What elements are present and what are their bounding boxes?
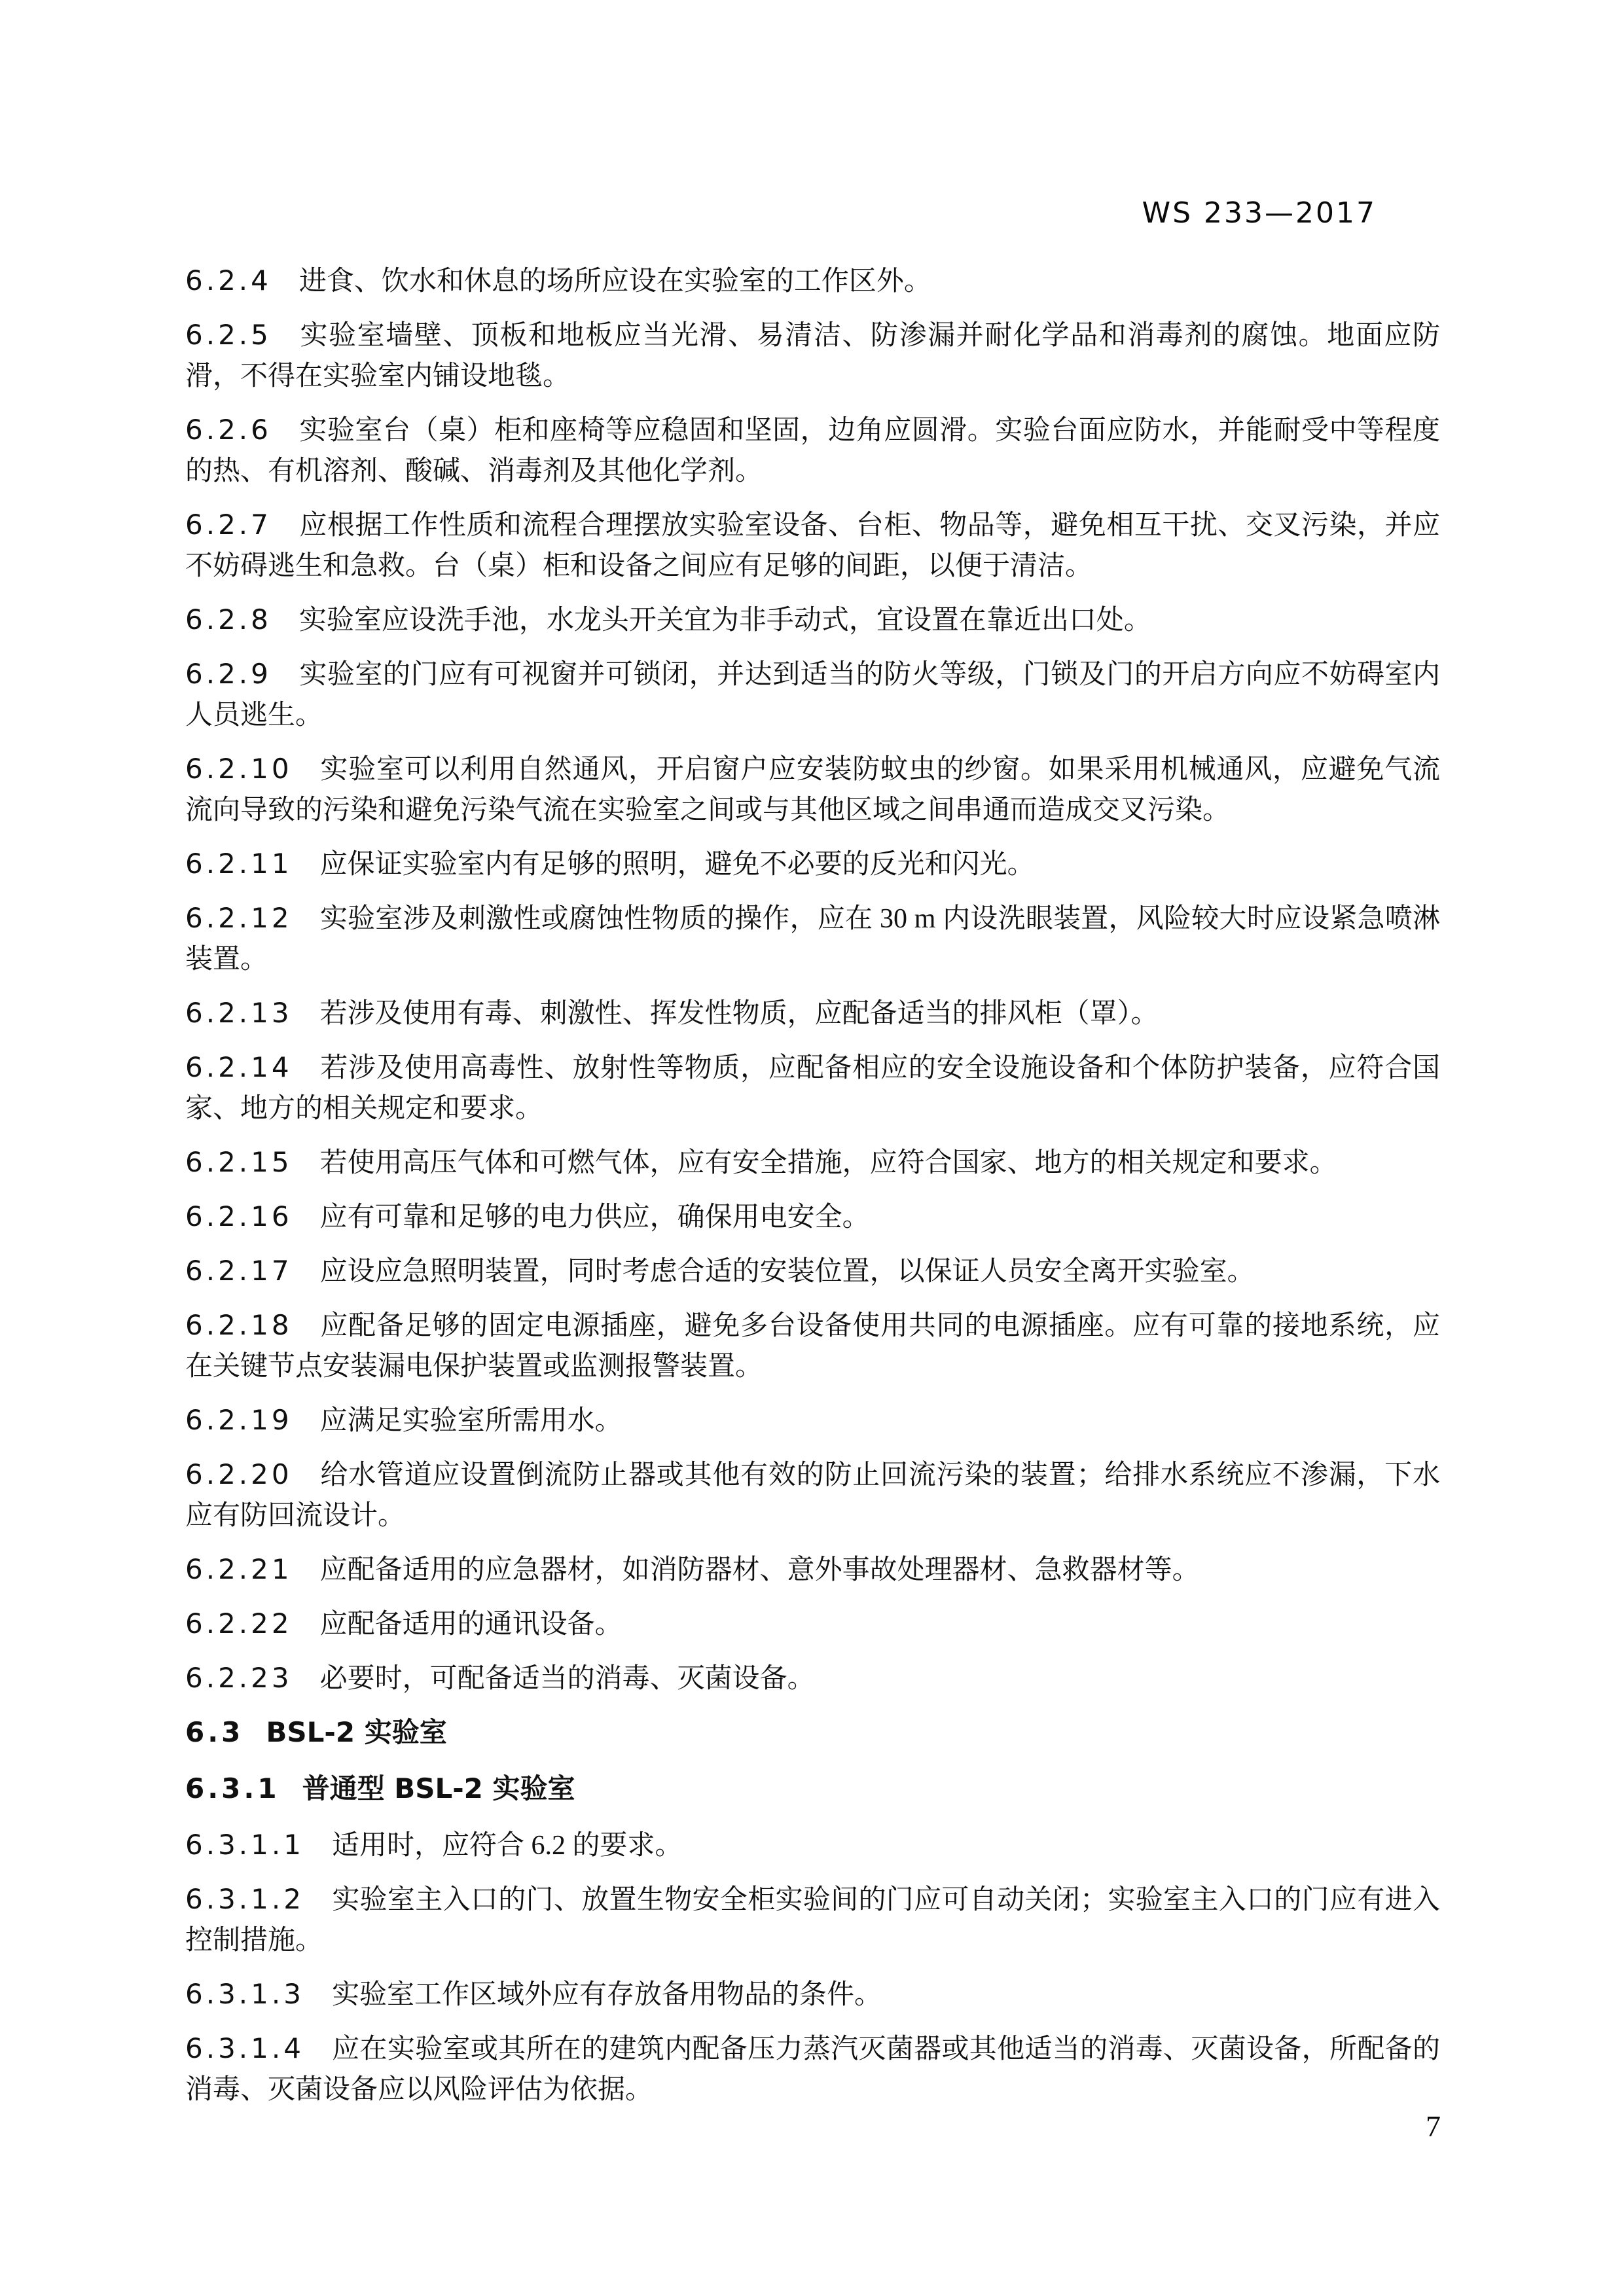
clause-number: 6.2.6 [185, 414, 272, 446]
clause-number: 6.2.12 [185, 902, 293, 934]
clause-number: 6.2.15 [185, 1146, 293, 1178]
clause-text: 实验室台（桌）柜和座椅等应稳固和坚固，边角应圆滑。实验台面应防水，并能耐受中等程度的热、有机溶剂、酸碱、消毒剂及其他化学剂。 [185, 416, 1440, 486]
clause-paragraph [185, 505, 1440, 586]
clause-number: 6.2.5 [185, 319, 272, 351]
clause-text: 必要时，可配备适当的消毒、灭菌设备。 [319, 1664, 815, 1694]
clause-text: 实验室应设洗手池，水龙头开关宜为非手动式，宜设置在靠近出口处。 [298, 605, 1151, 636]
clause-text: 应有可靠和足够的电力供应，确保用电安全。 [319, 1202, 870, 1232]
clause-number: 6.3.1 [185, 1772, 280, 1804]
clause-paragraph [185, 1768, 1440, 1809]
clause-number: 6.2.16 [185, 1200, 293, 1232]
clause-text: 应设应急照明装置，同时考虑合适的安装位置，以保证人员安全离开实验室。 [319, 1257, 1255, 1287]
clause-paragraph [185, 315, 1440, 397]
clause-text: 实验室墙壁、顶板和地板应当光滑、易清洁、防渗漏并耐化学品和消毒剂的腐蚀。地面应防滑，不得在实验室内铺设地毯。 [185, 321, 1440, 391]
clause-paragraph [185, 749, 1440, 831]
clause-paragraph [185, 1974, 1440, 2015]
clause-paragraph [185, 1549, 1440, 1590]
clause-number: 6.3.1.3 [185, 1978, 304, 2010]
clause-text: 实验室涉及刺激性或腐蚀性物质的操作，应在 30 m 内设洗眼装置，风险较大时应设紧急喷淋装置。 [185, 904, 1440, 975]
clause-number: 6.3.1.4 [185, 2032, 304, 2064]
clause-number: 6.2.17 [185, 1255, 293, 1287]
clause-paragraph [185, 1400, 1440, 1441]
clauses-container [185, 260, 1440, 2110]
clause-text: 若涉及使用高毒性、放射性等物质，应配备相应的安全设施设备和个体防护装备，应符合国家、地方的相关规定和要求。 [185, 1053, 1440, 1124]
clause-number: 6.3 [185, 1716, 244, 1748]
clause-text: 若涉及使用有毒、刺激性、挥发性物质，应配备适当的排风柜（罩）。 [319, 999, 1159, 1029]
clause-paragraph [185, 1047, 1440, 1129]
clause-paragraph [185, 1712, 1440, 1753]
clause-number: 6.2.19 [185, 1404, 293, 1436]
clause-paragraph [185, 410, 1440, 492]
clause-number: 6.2.18 [185, 1309, 293, 1341]
clause-text: 应满足实验室所需用水。 [319, 1406, 623, 1436]
clause-text: 实验室的门应有可视窗并可锁闭，并达到适当的防火等级，门锁及门的开启方向应不妨碍室内人员逃生。 [185, 660, 1440, 730]
clause-paragraph [185, 600, 1440, 641]
clause-text: BSL-2 实验室 [266, 1716, 447, 1748]
clause-number: 6.2.9 [185, 658, 272, 690]
clause-text: 普通型 BSL-2 实验室 [302, 1772, 575, 1804]
clause-text: 应配备足够的固定电源插座，避免多台设备使用共同的电源插座。应有可靠的接地系统，应在关键节点安装漏电保护装置或监测报警装置。 [185, 1311, 1440, 1382]
clause-number: 6.2.10 [185, 753, 293, 785]
page-number: 7 [1426, 2109, 1441, 2143]
clause-number: 6.3.1.1 [185, 1829, 304, 1861]
clause-paragraph [185, 654, 1440, 736]
clause-text: 实验室工作区域外应有存放备用物品的条件。 [331, 1980, 882, 2010]
clause-number: 6.3.1.2 [185, 1883, 304, 1915]
clause-number: 6.2.20 [185, 1458, 293, 1490]
clause-number: 6.2.23 [185, 1662, 293, 1694]
clause-paragraph [185, 1604, 1440, 1645]
clause-paragraph [185, 1305, 1440, 1387]
clause-paragraph [185, 844, 1440, 885]
clause-text: 若使用高压气体和可燃气体，应有安全措施，应符合国家、地方的相关规定和要求。 [319, 1148, 1337, 1178]
clause-text: 应在实验室或其所在的建筑内配备压力蒸汽灭菌器或其他适当的消毒、灭菌设备，所配备的消毒、灭菌设备应以风险评估为依据。 [185, 2034, 1440, 2105]
clause-paragraph [185, 1825, 1440, 1866]
clause-number: 6.2.14 [185, 1051, 293, 1083]
clause-paragraph [185, 1658, 1440, 1699]
clause-text: 进食、饮水和休息的场所应设在实验室的工作区外。 [298, 266, 931, 296]
clause-paragraph [185, 2028, 1440, 2110]
clause-paragraph [185, 1879, 1440, 1961]
clause-paragraph [185, 1142, 1440, 1183]
clause-number: 6.2.22 [185, 1607, 293, 1640]
clause-text: 适用时，应符合 6.2 的要求。 [331, 1831, 683, 1861]
clause-paragraph [185, 1251, 1440, 1292]
clause-text: 应配备适用的通讯设备。 [319, 1609, 623, 1640]
clause-paragraph [185, 1454, 1440, 1536]
clause-text: 应根据工作性质和流程合理摆放实验室设备、台柜、物品等，避免相互干扰、交叉污染，并应不妨碍逃生和急救。台（桌）柜和设备之间应有足够的间距，以便于清洁。 [185, 511, 1440, 581]
clause-text: 给水管道应设置倒流防止器或其他有效的防止回流污染的装置；给排水系统应不渗漏，下水应有防回流设计。 [185, 1460, 1440, 1531]
clause-number: 6.2.21 [185, 1553, 293, 1585]
clause-number: 6.2.4 [185, 264, 272, 296]
clause-paragraph [185, 260, 1440, 302]
clause-text: 实验室主入口的门、放置生物安全柜实验间的门应可自动关闭；实验室主入口的门应有进入控制措施。 [185, 1885, 1440, 1956]
clause-paragraph [185, 898, 1440, 980]
clause-paragraph [185, 1196, 1440, 1238]
clause-paragraph [185, 993, 1440, 1034]
clause-number: 6.2.7 [185, 509, 272, 541]
clause-number: 6.2.11 [185, 848, 293, 880]
clause-text: 应配备适用的应急器材，如消防器材、意外事故处理器材、急救器材等。 [319, 1555, 1200, 1585]
clause-number: 6.2.8 [185, 603, 272, 636]
clause-text: 实验室可以利用自然通风，开启窗户应安装防蚊虫的纱窗。如果采用机械通风，应避免气流流向导致的污染和避免污染气流在实验室之间或与其他区域之间串通而造成交叉污染。 [185, 755, 1440, 825]
standard-code-header: WS 233—2017 [1142, 196, 1377, 230]
clause-number: 6.2.13 [185, 997, 293, 1029]
clause-text: 应保证实验室内有足够的照明，避免不必要的反光和闪光。 [319, 850, 1035, 880]
